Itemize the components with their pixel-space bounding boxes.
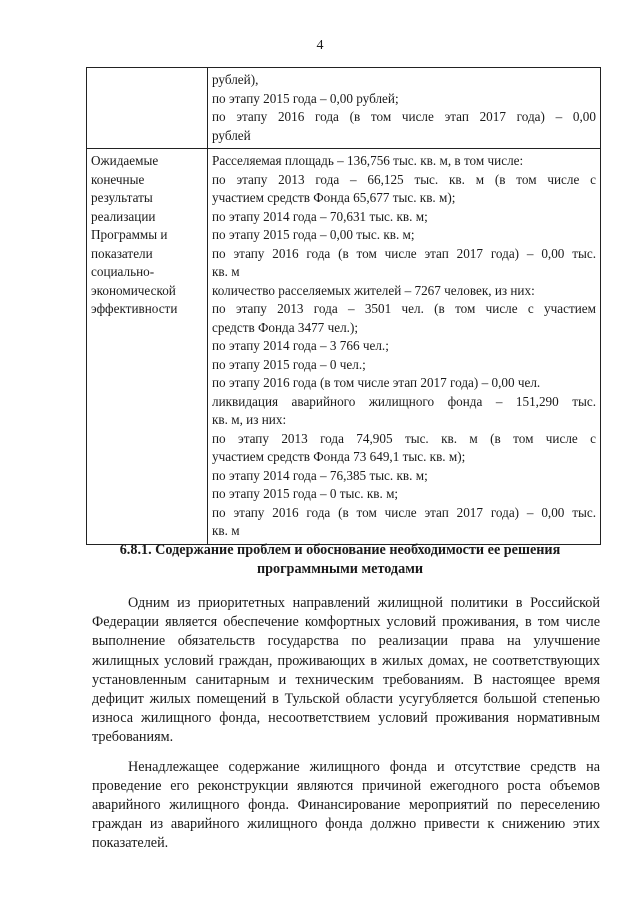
section-title-line: 6.8.1. Содержание проблем и обоснование необходимости ее решения [119,542,561,558]
table-cell-label: Ожидаемые конечные результаты реализации Программы и показатели социально-экономической эффективности [87,149,208,545]
table-line: по этапу 2016 года (в том числе этап 2017 года) – 0,00 [212,109,596,124]
table-line: по этапу 2015 года – 0 чел.; [212,356,366,372]
program-passport-table [86,67,601,545]
table-line: участием средств Фонда 65,677 тыс. кв. м); [212,190,456,205]
table-line: участием средств Фонда 73 649,1 тыс. кв. м); [212,449,466,464]
table-line: по этапу 2016 года (в том числе этап 2017 года) – 0,00 тыс. [212,245,596,261]
section-title [80,541,600,579]
table-line: по этапу 2014 года – 3 766 чел.; [212,338,389,353]
table-cell-results [208,149,601,545]
table-line: по этапу 2014 года – 76,385 тыс. кв. м; [212,467,428,483]
table-line: кв. м [212,523,240,538]
table-line: средств Фонда 3477 чел.); [212,319,358,335]
table-row [87,149,601,545]
table-cell-funding [208,68,601,149]
section-body [92,594,600,864]
table-cell-label [87,68,208,149]
table-line: кв. м, из них: [212,412,287,427]
table-line: кв. м [212,264,240,279]
table-line: рублей), [212,72,259,87]
paragraph: Ненадлежащее содержание жилищного фонда и отсутствие средств на проведение его реконструкции являются причиной ежегодного роста объемов аварийного жилищного фонда. Финансирование мероприятий по переселению граждан из аварийного жилищного фонда должно привести к снижению этих показателей. [92,758,600,852]
table-line: по этапу 2015 года – 0,00 тыс. кв. м; [212,227,415,242]
table-line: по этапу 2016 года (в том числе этап 2017 года) – 0,00 чел. [212,375,541,390]
table-line: ликвидация аварийного жилищного фонда – 151,290 тыс. [212,393,596,409]
table-line: по этапу 2015 года – 0 тыс. кв. м; [212,486,399,501]
table-line: по этапу 2014 года – 70,631 тыс. кв. м; [212,208,428,224]
table-line: по этапу 2016 года (в том числе этап 2017 года) – 0,00 тыс. [212,504,596,520]
table-line: по этапу 2013 года – 3501 чел. (в том числе с участием [212,301,596,316]
table-line: Расселяемая площадь – 136,756 тыс. кв. м, в том числе: [212,153,524,168]
page-number: 4 [316,38,324,53]
table-line: по этапу 2013 года – 66,125 тыс. кв. м (в том числе с [212,171,596,187]
table-line: по этапу 2015 года – 0,00 рублей; [212,90,399,106]
table-line: рублей [212,127,251,143]
table-line: количество расселяемых жителей – 7267 человек, из них: [212,282,535,298]
section-title-line: программными методами [256,561,424,577]
table-line: по этапу 2013 года 74,905 тыс. кв. м (в том числе с [212,430,596,446]
table-row [87,68,601,149]
paragraph: Одним из приоритетных направлений жилищной политики в Российской Федерации является обеспечение комфортных условий проживания, в том числе выполнение обязательств государства по реализации права на улучшение жилищных условий граждан, проживающих в жилых домах, не соответствующих установленным санитарным и техническим требованиям. В настоящее время дефицит жилых помещений в Тульской области усугубляется большой степенью износа жилищного фонда, несоответствием условий проживания нормативным требованиям. [92,595,600,746]
